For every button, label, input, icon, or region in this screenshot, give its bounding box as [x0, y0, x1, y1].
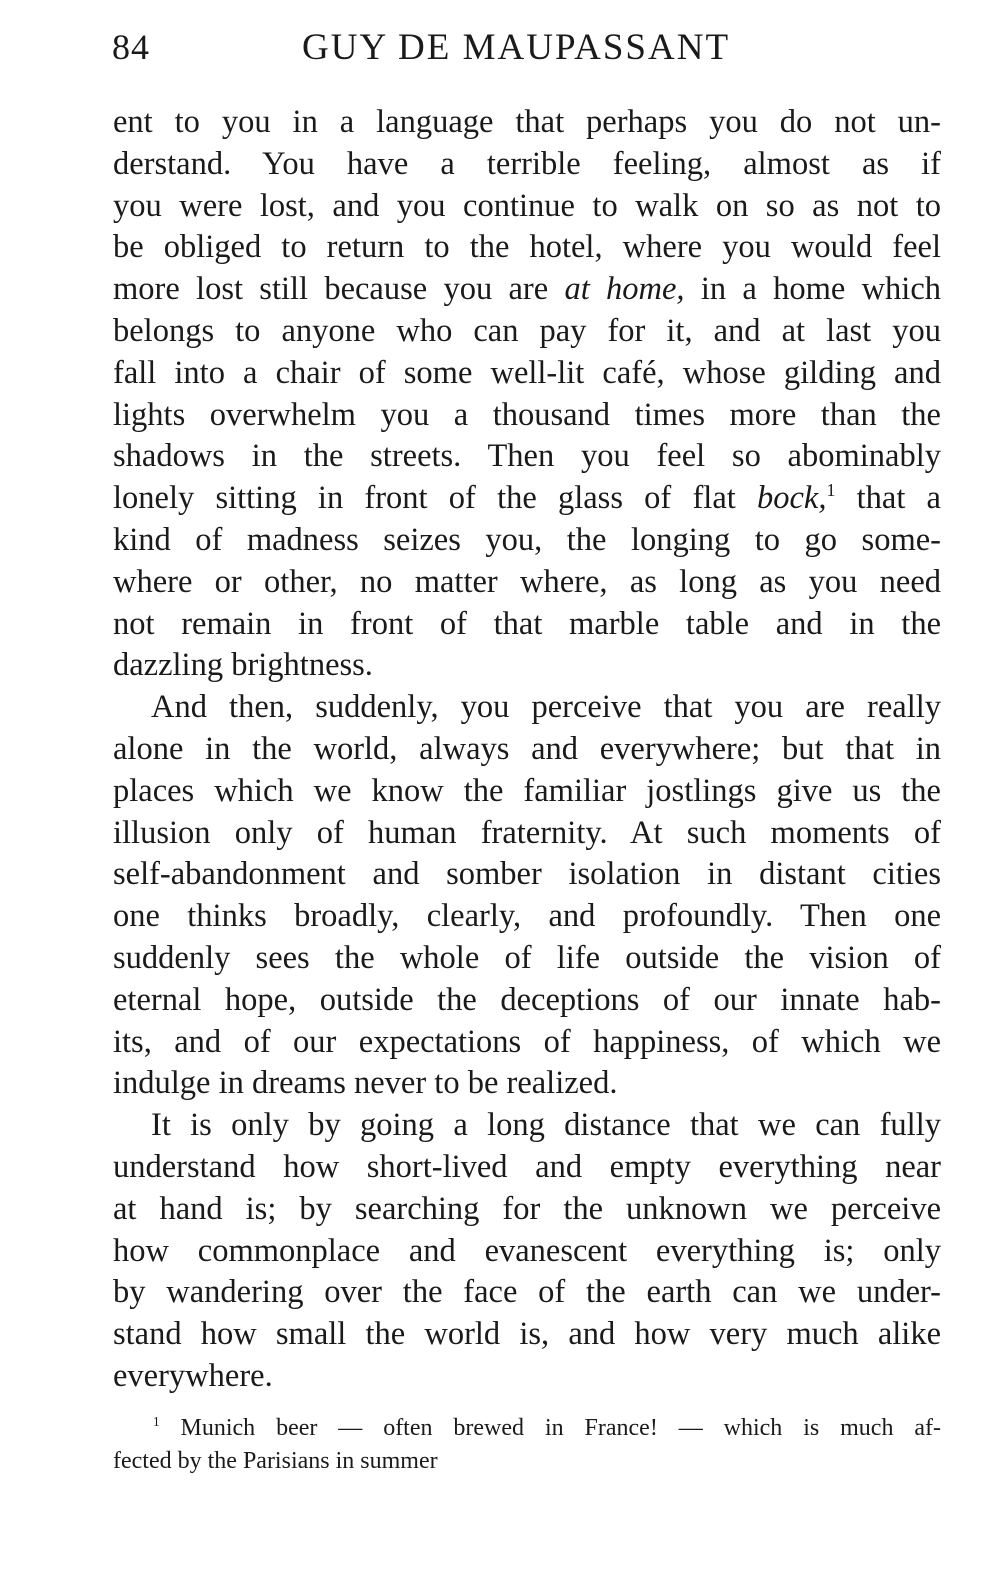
footnote-line: fected by the Parisians in summer	[113, 1448, 438, 1474]
text-line: its, and of our expectations of happiness, of which we	[113, 1023, 941, 1060]
text-line: how commonplace and evanescent everything is; only	[113, 1232, 941, 1269]
text-fragment: more lost still because you are	[113, 271, 565, 308]
text-line: indulge in dreams never to be realized.	[113, 1065, 618, 1102]
text-line: everywhere.	[113, 1357, 273, 1394]
text-fragment: Munich beer — often brewed in France! — which is much af-	[159, 1415, 941, 1441]
text-line: kind of madness seizes you, the longing to go some-	[113, 521, 941, 558]
text-line: It is only by going a long distance that we can fully	[151, 1107, 941, 1144]
paragraph-1	[113, 102, 941, 687]
text-line: illusion only of human fraternity. At such moments of	[113, 814, 941, 851]
text-line: lights overwhelm you a thousand times more than the	[113, 396, 941, 433]
text-fragment: lonely sitting in front of the glass of flat	[113, 480, 757, 517]
text-line: you were lost, and you continue to walk on so as not to	[113, 187, 941, 224]
text-line	[113, 269, 941, 311]
text-line: ent to you in a language that perhaps you do not un-	[113, 104, 941, 140]
body-text	[113, 102, 941, 1398]
text-line: derstand. You have a terrible feeling, almost as if	[113, 145, 941, 182]
text-line: by wandering over the face of the earth can we under-	[113, 1274, 941, 1311]
text-line: one thinks broadly, clearly, and profoundly. Then one	[113, 898, 941, 935]
text-line: alone in the world, always and everywhere; but that in	[113, 730, 941, 767]
italic-phrase: at home,	[564, 271, 685, 308]
text-line: And then, suddenly, you perceive that you are really	[151, 689, 941, 726]
text-line: dazzling brightness.	[113, 647, 373, 684]
text-line: places which we know the familiar jostlings give us the	[113, 772, 941, 809]
italic-word: bock,	[756, 480, 827, 517]
paragraph-3	[113, 1105, 941, 1398]
page-header	[112, 26, 942, 76]
footnote-marker: 1	[153, 1414, 160, 1429]
text-line: where or other, no matter where, as long as you need	[113, 563, 941, 600]
page-number: 84	[112, 27, 150, 67]
text-line	[113, 478, 941, 520]
text-fragment: in a home which	[684, 271, 941, 308]
paragraph-2	[113, 687, 941, 1105]
footnote-reference: 1	[826, 480, 836, 501]
text-line: eternal hope, outside the deceptions of our innate hab-	[113, 981, 941, 1018]
running-head: GUY DE MAUPASSANT	[302, 27, 731, 68]
footnote-line	[113, 1412, 941, 1445]
text-line: be obliged to return to the hotel, where you would feel	[113, 229, 941, 266]
text-line: self-abandonment and somber isolation in distant cities	[113, 856, 941, 893]
text-line: shadows in the streets. Then you feel so abominably	[113, 438, 941, 475]
text-line: stand how small the world is, and how very much alike	[113, 1316, 941, 1353]
text-line: belongs to anyone who can pay for it, and at last you	[113, 312, 941, 349]
text-line: suddenly sees the whole of life outside the vision of	[113, 939, 941, 976]
footnote	[113, 1412, 941, 1478]
text-line: fall into a chair of some well-lit café, whose gilding and	[113, 354, 941, 391]
text-line: not remain in front of that marble table and in the	[113, 605, 941, 642]
text-line: at hand is; by searching for the unknown we perceive	[113, 1190, 941, 1227]
text-line: understand how short-lived and empty everything near	[113, 1148, 941, 1185]
text-fragment: that a	[835, 480, 941, 517]
